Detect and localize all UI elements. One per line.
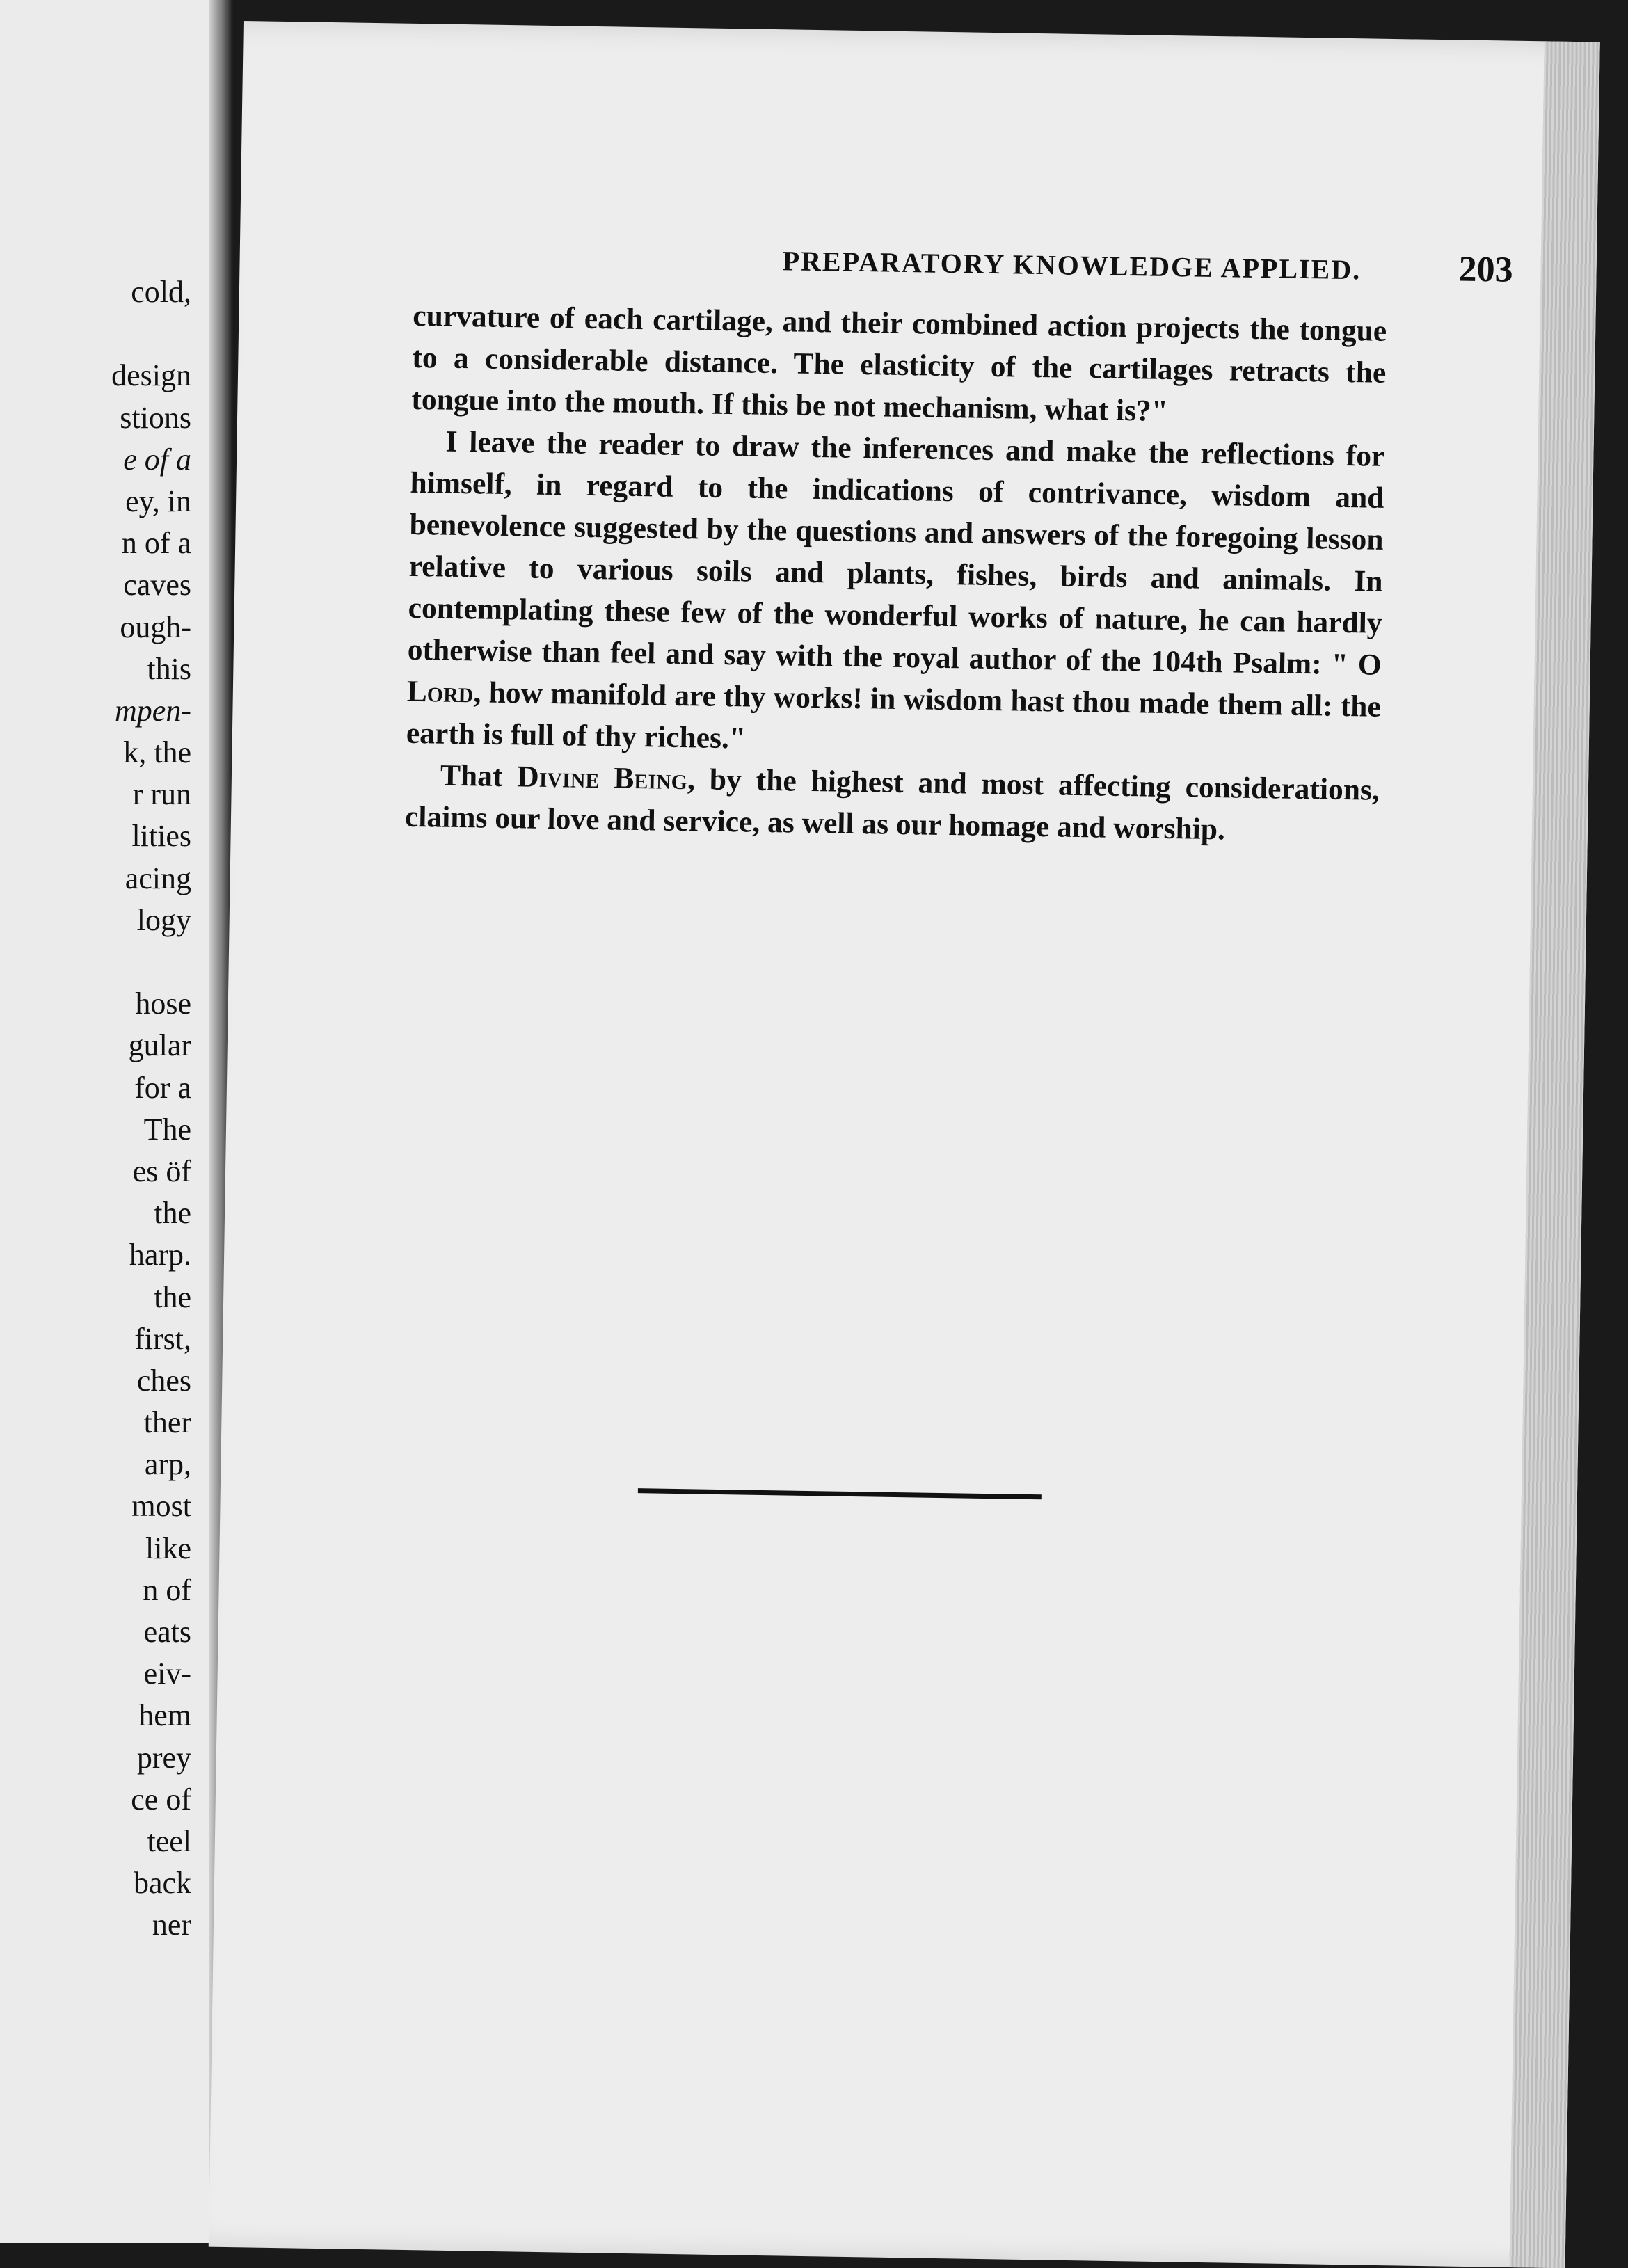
- current-page: [209, 21, 1600, 2268]
- previous-page-text: [111, 271, 191, 1947]
- previous-page: [0, 0, 233, 2243]
- previous-page-line: this: [147, 651, 191, 686]
- previous-page-line: [111, 313, 191, 355]
- previous-page-line: like: [145, 1531, 191, 1565]
- previous-page-line: The: [143, 1112, 191, 1147]
- previous-page-line: ey, in: [125, 484, 191, 518]
- previous-page-line: lities: [131, 819, 191, 854]
- previous-page-line: teel: [147, 1823, 191, 1858]
- small-caps-divine-being: Divine Being: [516, 760, 688, 797]
- paragraph-reflections-text: I leave the reader to draw the inferences and make the reflections for himself, in regard to the indications of contrivance, wisdom and benevolence suggested by the questions and answers of the foregoing lesson relative to various soils and plants, fishes, birds and animals. In contemplating these few of the wonderful works of nature, he can hardly otherwise than feel and say with the royal author of the 104th Psalm: " O: [407, 424, 1385, 682]
- previous-page-line: hose: [135, 987, 191, 1021]
- previous-page-line: ches: [136, 1363, 191, 1398]
- previous-page-line: ough-: [120, 609, 191, 644]
- paragraph-divine-start: That: [440, 758, 518, 794]
- previous-page-line: r run: [132, 777, 191, 812]
- previous-page-line: stions: [120, 400, 191, 435]
- previous-page-line: for a: [134, 1070, 191, 1105]
- previous-page-line: most: [131, 1489, 191, 1524]
- page-edge: [1510, 41, 1600, 2268]
- previous-page-line: es öf: [132, 1153, 191, 1188]
- running-title: PREPARATORY KNOWLEDGE APPLIED.: [782, 245, 1362, 286]
- body-text: [405, 295, 1387, 853]
- paragraph-continued: curvature of each cartilage, and their combined action projects the tongue to a considerable distance. The elasticity of the cartilages retracts the tongue into the mouth. If this be not mechanism, what is?": [411, 298, 1387, 428]
- previous-page-line: ther: [143, 1405, 191, 1440]
- paragraph-divine-being: [405, 754, 1380, 853]
- previous-page-line: design: [111, 358, 191, 393]
- paragraph-reflections: [406, 420, 1384, 769]
- previous-page-line: eiv-: [143, 1656, 191, 1691]
- previous-page-line: hem: [138, 1698, 191, 1733]
- previous-page-line: logy: [136, 902, 191, 937]
- section-end-rule: [638, 1488, 1042, 1499]
- previous-page-line: prey: [136, 1740, 191, 1775]
- previous-page-line: n of: [143, 1572, 191, 1607]
- previous-page-line: k, the: [123, 735, 191, 770]
- previous-page-line: [111, 941, 191, 983]
- previous-page-line: ner: [152, 1908, 191, 1942]
- previous-page-line: first,: [134, 1321, 191, 1356]
- paragraph-reflections-end: , how manifold are thy works! in wisdom hast thou made them all: the earth is full of thy riches.": [406, 676, 1382, 756]
- small-caps-lord: Lord: [406, 674, 474, 710]
- previous-page-line: cold,: [131, 275, 191, 309]
- previous-page-line: acing: [125, 861, 191, 895]
- previous-page-line: n of a: [121, 526, 191, 561]
- previous-page-line: arp,: [144, 1447, 191, 1482]
- previous-page-line: caves: [123, 568, 191, 602]
- paragraph-divine-end: , by the highest and most affecting considerations, claims our love and service, as well as our homage and worship.: [404, 762, 1380, 847]
- page-number: 203: [1458, 249, 1514, 290]
- previous-page-line: gular: [128, 1028, 191, 1063]
- running-head: [573, 235, 1513, 291]
- previous-page-line: e of a: [123, 442, 191, 477]
- previous-page-line: mpen-: [115, 693, 191, 728]
- previous-page-line: harp.: [129, 1238, 191, 1272]
- previous-page-line: eats: [143, 1615, 191, 1649]
- previous-page-line: the: [154, 1196, 191, 1231]
- previous-page-line: back: [133, 1866, 191, 1901]
- previous-page-line: ce of: [131, 1782, 191, 1816]
- previous-page-line: the: [154, 1279, 191, 1314]
